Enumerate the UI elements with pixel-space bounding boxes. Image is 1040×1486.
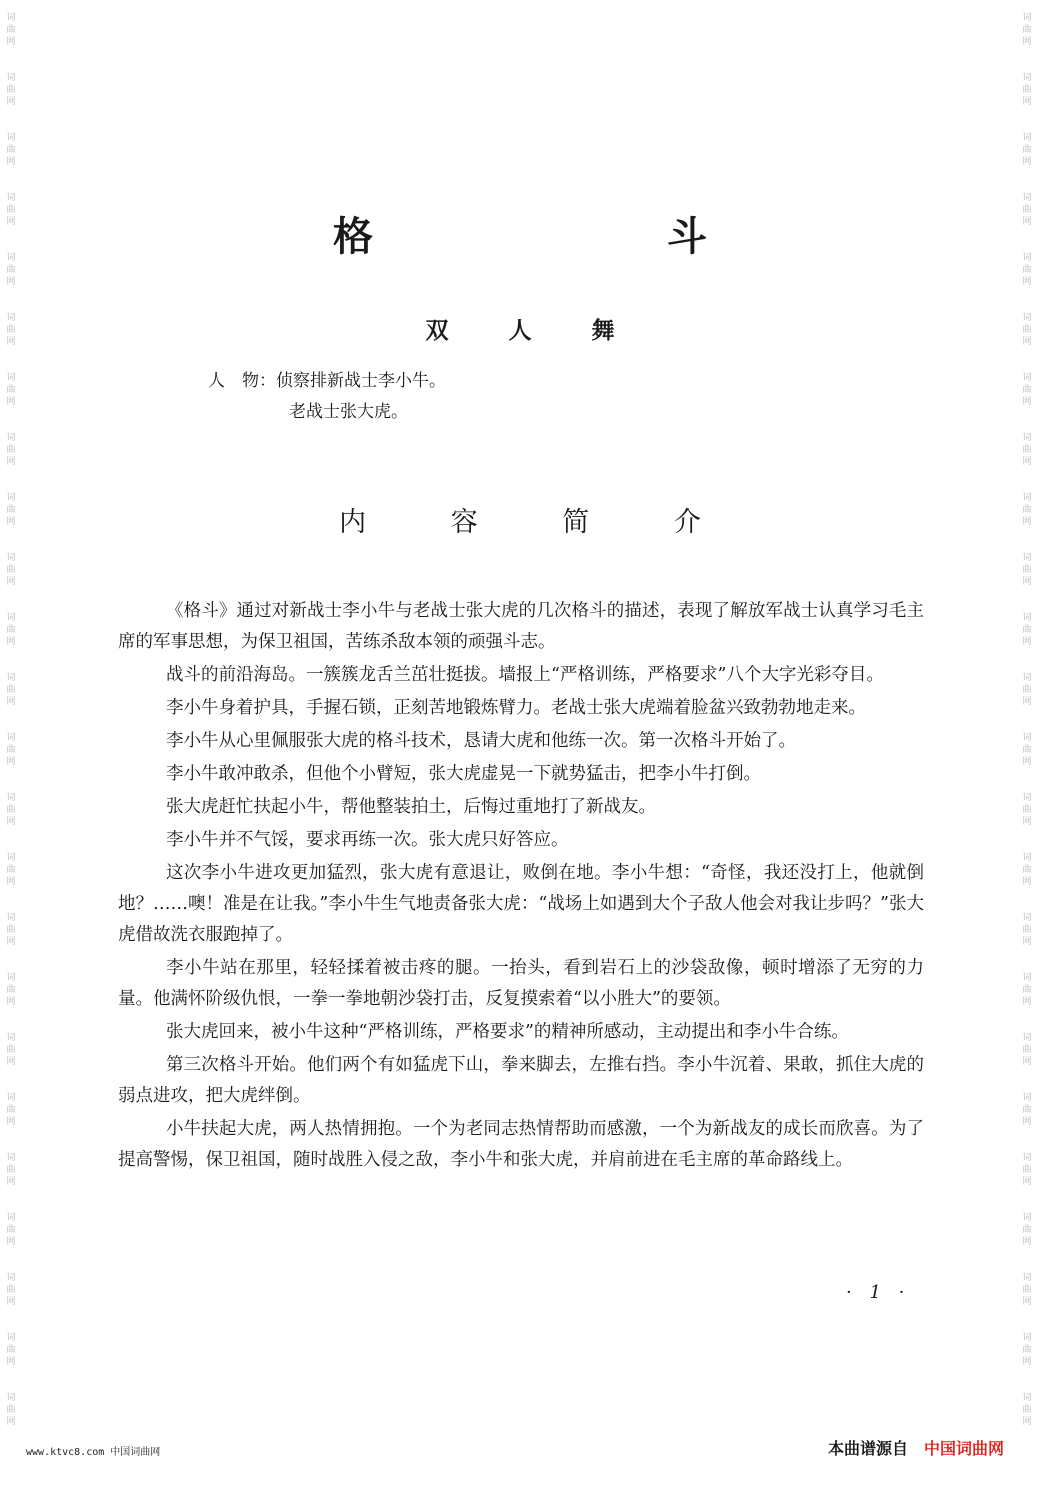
watermark-char: 词 xyxy=(1022,1273,1032,1283)
watermark-char: 网 xyxy=(6,637,16,647)
watermark-char: 词 xyxy=(6,613,16,623)
watermark-char: 曲 xyxy=(1022,1165,1032,1175)
watermark-char: 曲 xyxy=(6,805,16,815)
watermark-char: 网 xyxy=(1022,1237,1032,1247)
watermark-char: 曲 xyxy=(6,925,16,935)
watermark-char: 词 xyxy=(6,793,16,803)
watermark-char: 网 xyxy=(1022,337,1032,347)
watermark-char: 曲 xyxy=(1022,1345,1032,1355)
watermark-char: 曲 xyxy=(1022,685,1032,695)
characters-list xyxy=(208,366,446,428)
watermark-char: 曲 xyxy=(6,25,16,35)
paragraph: 这次李小牛进攻更加猛烈，张大虎有意退让，败倒在地。李小牛想：“奇怪，我还没打上，他就倒地？……噢！准是在让我。”李小牛生气地责备张大虎：“战场上如遇到大个子敌人他会对我让步吗？”张大虎借故洗衣服跑掉了。 xyxy=(118,863,924,945)
paragraph: 《格斗》通过对新战士李小牛与老战士张大虎的几次格斗的描述，表现了解放军战士认真学习毛主席的军事思想，为保卫祖国，苦练杀敌本领的顽强斗志。 xyxy=(118,601,924,652)
watermark-char: 曲 xyxy=(6,85,16,95)
watermark-char: 曲 xyxy=(6,565,16,575)
paragraph: 张大虎赶忙扶起小牛，帮他整装拍土，后悔过重地打了新战友。 xyxy=(166,797,656,817)
watermark-char: 词 xyxy=(1022,1093,1032,1103)
page-number: · 1 · xyxy=(846,1282,911,1303)
watermark-char: 曲 xyxy=(1022,745,1032,755)
footer-source-label: 本曲谱源自 xyxy=(827,1439,908,1458)
watermark-char: 词 xyxy=(6,1273,16,1283)
paragraph: 李小牛站在那里，轻轻揉着被击疼的腿。一抬头，看到岩石上的沙袋敌像，顿时增添了无穷的力量。他满怀阶级仇恨，一拳一拳地朝沙袋打击，反复摸索着“以小胜大”的要领。 xyxy=(118,958,924,1009)
watermark-char: 曲 xyxy=(1022,1045,1032,1055)
watermark-char: 词 xyxy=(6,973,16,983)
watermark-char: 网 xyxy=(1022,577,1032,587)
watermark-char: 词 xyxy=(6,13,16,23)
watermark-char: 词 xyxy=(1022,13,1032,23)
watermark-char: 网 xyxy=(6,757,16,767)
paragraph: 第三次格斗开始。他们两个有如猛虎下山，拳来脚去，左推右挡。李小牛沉着、果敢，抓住大虎的弱点进攻，把大虎绊倒。 xyxy=(118,1055,924,1106)
watermark-char: 网 xyxy=(6,577,16,587)
watermark-char: 网 xyxy=(1022,217,1032,227)
watermark-char: 网 xyxy=(1022,457,1032,467)
watermark-char: 曲 xyxy=(6,1165,16,1175)
watermark-char: 词 xyxy=(6,133,16,143)
watermark-char: 词 xyxy=(1022,1213,1032,1223)
watermark-char: 网 xyxy=(1022,1057,1032,1067)
watermark-char: 网 xyxy=(1022,817,1032,827)
watermark-char: 词 xyxy=(1022,253,1032,263)
watermark-char: 曲 xyxy=(1022,1225,1032,1235)
watermark-char: 网 xyxy=(6,37,16,47)
watermark-char: 网 xyxy=(1022,997,1032,1007)
watermark-char: 词 xyxy=(1022,73,1032,83)
watermark-char: 网 xyxy=(1022,1177,1032,1187)
watermark-char: 词 xyxy=(1022,673,1032,683)
watermark-char: 网 xyxy=(1022,1417,1032,1427)
watermark-char: 词 xyxy=(6,1393,16,1403)
watermark-char: 曲 xyxy=(6,1225,16,1235)
paragraph: 李小牛身着护具，手握石锁，正刻苦地锻炼臂力。老战士张大虎端着脸盆兴致勃勃地走来。 xyxy=(166,698,866,718)
watermark-char: 词 xyxy=(6,373,16,383)
watermark-char: 曲 xyxy=(1022,265,1032,275)
watermark-char: 网 xyxy=(6,1237,16,1247)
watermark-char: 曲 xyxy=(1022,865,1032,875)
watermark-char: 曲 xyxy=(1022,505,1032,515)
watermark-char: 词 xyxy=(6,1093,16,1103)
watermark-char: 曲 xyxy=(1022,625,1032,635)
paragraph: 小牛扶起大虎，两人热情拥抱。一个为老同志热情帮助而感激，一个为新战友的成长而欣喜。为了提高警惕，保卫祖国，随时战胜入侵之敌，李小牛和张大虎，并肩前进在毛主席的革命路线上。 xyxy=(118,1119,924,1170)
watermark-char: 词 xyxy=(1022,133,1032,143)
paragraph: 李小牛敢冲敢杀，但他个小臂短，张大虎虚晃一下就势猛击，把李小牛打倒。 xyxy=(166,764,761,784)
watermark-char: 网 xyxy=(6,1297,16,1307)
watermark-char: 网 xyxy=(1022,97,1032,107)
watermark-char: 曲 xyxy=(6,1405,16,1415)
watermark-char: 曲 xyxy=(1022,85,1032,95)
watermark-char: 词 xyxy=(1022,193,1032,203)
watermark-char: 曲 xyxy=(6,1345,16,1355)
watermark-char: 词 xyxy=(6,433,16,443)
watermark-char: 词 xyxy=(6,1213,16,1223)
watermark-char: 词 xyxy=(1022,1333,1032,1343)
watermark-char: 词 xyxy=(1022,1153,1032,1163)
paragraph: 张大虎回来，被小牛这种“严格训练，严格要求”的精神所感动，主动提出和李小牛合练。 xyxy=(166,1022,849,1042)
watermark-char: 网 xyxy=(6,877,16,887)
watermark-char: 网 xyxy=(6,1117,16,1127)
watermark-char: 曲 xyxy=(6,325,16,335)
watermark-char: 词 xyxy=(1022,973,1032,983)
watermark-char: 网 xyxy=(6,397,16,407)
watermark-char: 词 xyxy=(6,253,16,263)
paragraph: 李小牛并不气馁，要求再练一次。张大虎只好答应。 xyxy=(166,830,569,850)
watermark-char: 网 xyxy=(6,817,16,827)
watermark-char: 网 xyxy=(1022,397,1032,407)
watermark-char: 词 xyxy=(1022,433,1032,443)
watermark-char: 网 xyxy=(6,457,16,467)
watermark-char: 曲 xyxy=(1022,325,1032,335)
watermark-char: 词 xyxy=(6,73,16,83)
watermark-char: 词 xyxy=(1022,493,1032,503)
watermark-char: 曲 xyxy=(6,865,16,875)
watermark-char: 曲 xyxy=(1022,1105,1032,1115)
footer-source xyxy=(828,1436,1004,1459)
watermark-char: 曲 xyxy=(6,445,16,455)
watermark-char: 曲 xyxy=(6,625,16,635)
watermark-char: 网 xyxy=(6,697,16,707)
watermark-char: 词 xyxy=(1022,913,1032,923)
watermark-char: 词 xyxy=(6,193,16,203)
watermark-char: 曲 xyxy=(1022,25,1032,35)
watermark-char: 网 xyxy=(1022,1117,1032,1127)
footer-site-link[interactable]: www.ktvc8.com 中国词曲网 xyxy=(26,1447,161,1458)
watermark-char: 词 xyxy=(6,313,16,323)
watermark-char: 曲 xyxy=(6,745,16,755)
characters-label: 人 物： xyxy=(208,371,276,391)
character-2: 老战士张大虎。 xyxy=(289,402,408,422)
watermark-char: 曲 xyxy=(1022,925,1032,935)
watermark-char: 词 xyxy=(1022,1393,1032,1403)
watermark-char: 曲 xyxy=(1022,1285,1032,1295)
watermark-char: 网 xyxy=(6,217,16,227)
watermark-char: 网 xyxy=(1022,37,1032,47)
watermark-char: 词 xyxy=(6,853,16,863)
watermark-char: 网 xyxy=(1022,877,1032,887)
watermark-char: 网 xyxy=(6,997,16,1007)
watermark-char: 曲 xyxy=(6,145,16,155)
watermark-char: 网 xyxy=(6,1057,16,1067)
watermark-char: 曲 xyxy=(6,205,16,215)
watermark-char: 曲 xyxy=(1022,145,1032,155)
watermark-char: 词 xyxy=(6,553,16,563)
watermark-char: 词 xyxy=(1022,1033,1032,1043)
watermark-char: 网 xyxy=(1022,1357,1032,1367)
watermark-char: 网 xyxy=(6,1177,16,1187)
watermark-char: 曲 xyxy=(6,385,16,395)
watermark-char: 网 xyxy=(6,1417,16,1427)
watermark-char: 网 xyxy=(1022,937,1032,947)
section-title: 内 容 简 介 xyxy=(339,507,739,538)
watermark-char: 词 xyxy=(6,733,16,743)
paragraph: 李小牛从心里佩服张大虎的格斗技术，恳请大虎和他练一次。第一次格斗开始了。 xyxy=(166,731,796,751)
watermark-char: 词 xyxy=(1022,373,1032,383)
watermark-char: 网 xyxy=(6,337,16,347)
watermark-char: 词 xyxy=(1022,553,1032,563)
watermark-char: 词 xyxy=(1022,853,1032,863)
watermark-char: 网 xyxy=(1022,1297,1032,1307)
watermark-char: 词 xyxy=(6,1333,16,1343)
watermark-char: 词 xyxy=(1022,313,1032,323)
watermark-char: 曲 xyxy=(1022,445,1032,455)
watermark-char: 词 xyxy=(6,493,16,503)
watermark-char: 曲 xyxy=(1022,385,1032,395)
watermark-char: 网 xyxy=(1022,277,1032,287)
watermark-char: 网 xyxy=(1022,637,1032,647)
watermark-char: 词 xyxy=(6,673,16,683)
page-subtitle: 双 人 舞 xyxy=(425,318,641,344)
watermark-char: 网 xyxy=(1022,157,1032,167)
watermark-char: 曲 xyxy=(6,685,16,695)
footer-brand-link[interactable]: 中国词曲网 xyxy=(923,1439,1004,1458)
watermark-char: 词 xyxy=(1022,613,1032,623)
watermark-char: 网 xyxy=(1022,517,1032,527)
watermark-char: 曲 xyxy=(1022,805,1032,815)
watermark-char: 网 xyxy=(6,937,16,947)
watermark-char: 词 xyxy=(1022,793,1032,803)
watermark-char: 曲 xyxy=(6,265,16,275)
character-1: 侦察排新战士李小牛。 xyxy=(276,371,446,391)
watermark-char: 曲 xyxy=(6,1045,16,1055)
watermark-char: 网 xyxy=(6,277,16,287)
page-title: 格 斗 xyxy=(333,214,847,260)
watermark-char: 网 xyxy=(1022,697,1032,707)
watermark-char: 曲 xyxy=(6,1105,16,1115)
characters-row-1 xyxy=(208,366,446,397)
watermark-char: 曲 xyxy=(6,1285,16,1295)
watermark-char: 词 xyxy=(6,1033,16,1043)
watermark-char: 曲 xyxy=(1022,1405,1032,1415)
watermark-char: 曲 xyxy=(6,985,16,995)
paragraph: 战斗的前沿海岛。一簇簇龙舌兰茁壮挺拔。墙报上“严格训练，严格要求”八个大字光彩夺目。 xyxy=(166,665,884,685)
watermark-char: 网 xyxy=(1022,757,1032,767)
watermark-char: 曲 xyxy=(6,505,16,515)
watermark-char: 网 xyxy=(6,157,16,167)
watermark-char: 网 xyxy=(6,97,16,107)
watermark-char: 词 xyxy=(6,1153,16,1163)
watermark-char: 曲 xyxy=(1022,985,1032,995)
watermark-char: 网 xyxy=(6,1357,16,1367)
watermark-char: 曲 xyxy=(1022,205,1032,215)
watermark-char: 网 xyxy=(6,517,16,527)
watermark-char: 曲 xyxy=(1022,565,1032,575)
watermark-char: 词 xyxy=(6,913,16,923)
synopsis-body xyxy=(118,596,924,1178)
watermark-char: 词 xyxy=(1022,733,1032,743)
